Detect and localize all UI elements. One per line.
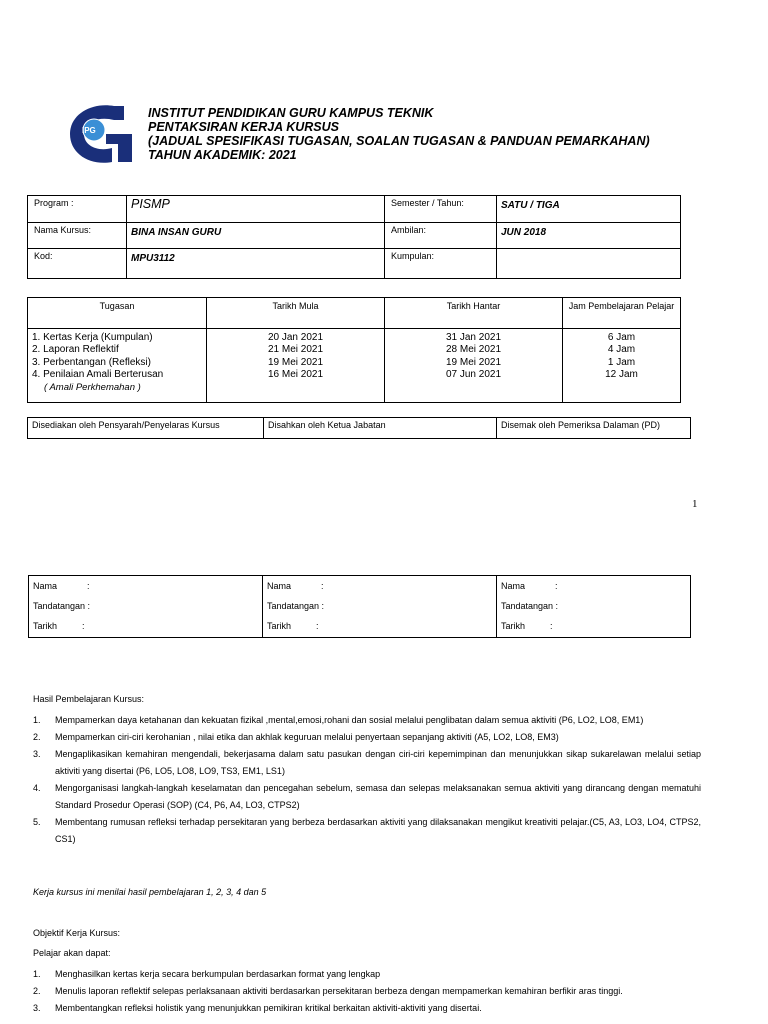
task-item: 3. Perbentangan (Refleksi) <box>32 356 151 368</box>
outcome-item: 5. Membentang rumusan refleksi terhadap persekitaran yang berbeza berdasarkan aktiviti yang dilaksanakan mengikut kreativiti pelajar.(C5, A3, LO3, LO4, CTPS2, CS1) <box>33 817 701 844</box>
semester-label: Semester / Tahun: <box>385 196 497 223</box>
signature-cell-prepared <box>29 576 263 638</box>
intake-label: Ambilan: <box>385 223 497 249</box>
prepared-by-label: Disediakan oleh Pensyarah/Penyelaras Kursus <box>28 418 264 439</box>
signature-table <box>28 575 691 638</box>
assessment-title: PENTAKSIRAN KERJA KURSUS <box>148 120 339 134</box>
signature-field-label: Tandatangan : <box>267 601 325 611</box>
task-schedule-table <box>27 297 681 403</box>
assessment-note: Kerja kursus ini menilai hasil pembelajaran 1, 2, 3, 4 dan 5 <box>33 887 267 897</box>
approval-table <box>27 417 691 439</box>
col-header-hours: Jam Pembelajaran Pelajar <box>563 298 681 329</box>
group-value <box>497 249 681 279</box>
learning-hours: 6 Jam <box>607 332 636 343</box>
course-label: Nama Kursus: <box>28 223 127 249</box>
program-value: PISMP <box>127 196 385 223</box>
learning-hours: 12 Jam <box>605 369 638 381</box>
institution-title: INSTITUT PENDIDIKAN GURU KAMPUS TEKNIK <box>148 106 434 120</box>
due-date-cell <box>385 329 563 403</box>
signature-cell-approved <box>263 576 497 638</box>
name-field-label: Nama : <box>501 581 558 591</box>
outcome-item: 4. Mengorganisasi langkah-langkah keselamatan dan pencegahan sebelum, semasa dan selepas melaksanakan semua aktiviti yang dirancang dengan mematuhi Standard Prosedur Operasi (SOP) (C4, P6, A4, LO3, CTPS2) <box>33 783 701 810</box>
learning-hours: 1 Jam <box>607 356 636 368</box>
task-item-subtitle: ( Amali Perkhemahan ) <box>44 381 141 393</box>
col-header-task: Tugasan <box>28 298 207 329</box>
ipg-logo <box>62 100 144 168</box>
signature-cell-checked <box>497 576 691 638</box>
task-item: 2. Laporan Reflektif <box>32 344 119 356</box>
course-value: BINA INSAN GURU <box>127 223 385 249</box>
start-date: 21 Mei 2021 <box>267 344 324 356</box>
date-field-label: Tarikh : <box>267 621 319 631</box>
date-field-label: Tarikh : <box>33 621 85 631</box>
start-date: 16 Mei 2021 <box>267 369 324 381</box>
signature-field-label: Tandatangan : <box>33 601 91 611</box>
col-header-start: Tarikh Mula <box>207 298 385 329</box>
objective-item: 2. Menulis laporan reflektif selepas perlaksanaan aktiviti berdasarkan persekitaran berbeza dengan mempamerkan kemahiran berfikir aras tinggi. <box>33 986 623 996</box>
outcome-item: 1. Mempamerkan daya ketahanan dan kekuatan fizikal ,mental,emosi,rohani dan sosial melalui penglibatan dalam semua aktiviti (P6, LO2, LO8, EM1) <box>33 715 644 725</box>
due-date: 31 Jan 2021 <box>445 332 502 343</box>
outcome-item: 2. Mempamerkan ciri-ciri kerohanian , nilai etika dan akhlak keguruan melalui penyertaan sepanjang aktiviti (A5, LO2, LO8, EM3) <box>33 732 559 742</box>
start-date-cell <box>207 329 385 403</box>
checked-by-label: Disemak oleh Pemeriksa Dalaman (PD) <box>497 418 691 439</box>
outcome-item: 3. Mengaplikasikan kemahiran mengendali, bekerjasama dalam satu pasukan dengan ciri-ciri kepemimpinan dan menunjukkan sikap sukarelawan melalui setiap aktiviti yang disertai (P6, LO5, LO8, LO9, TS3, EM1, LS1) <box>33 749 701 776</box>
semester-value: SATU / TIGA <box>497 196 681 223</box>
name-field-label: Nama : <box>267 581 324 591</box>
code-value: MPU3112 <box>127 249 385 279</box>
document-header <box>148 106 650 162</box>
program-label: Program : <box>28 196 127 223</box>
approved-by-label: Disahkan oleh Ketua Jabatan <box>264 418 497 439</box>
hours-cell <box>563 329 681 403</box>
course-info-table <box>27 195 681 279</box>
intake-value: JUN 2018 <box>497 223 681 249</box>
due-date: 07 Jun 2021 <box>445 369 502 381</box>
objectives-heading: Objektif Kerja Kursus: <box>33 928 121 938</box>
svg-text:IPG: IPG <box>82 126 96 135</box>
code-label: Kod: <box>28 249 127 279</box>
academic-year: TAHUN AKADEMIK: 2021 <box>148 148 297 162</box>
task-item: 4. Penilaian Amali Berterusan <box>32 369 164 381</box>
outcomes-heading: Hasil Pembelajaran Kursus: <box>33 694 145 704</box>
objectives-intro: Pelajar akan dapat: <box>33 948 111 958</box>
due-date: 19 Mei 2021 <box>445 356 502 368</box>
document-subtitle: (JADUAL SPESIFIKASI TUGASAN, SOALAN TUGASAN & PANDUAN PEMARKAHAN) <box>148 134 650 148</box>
objective-item: 1. Menghasilkan kertas kerja secara berkumpulan berdasarkan format yang lengkap <box>33 969 381 979</box>
col-header-due: Tarikh Hantar <box>385 298 563 329</box>
task-list-cell <box>28 329 207 403</box>
outcomes-list <box>33 712 701 848</box>
date-field-label: Tarikh : <box>501 621 553 631</box>
start-date: 20 Jan 2021 <box>267 332 324 343</box>
group-label: Kumpulan: <box>385 249 497 279</box>
due-date: 28 Mei 2021 <box>445 344 502 356</box>
task-item: 1. Kertas Kerja (Kumpulan) <box>32 332 153 343</box>
name-field-label: Nama : <box>33 581 90 591</box>
objectives-list <box>33 966 701 1017</box>
page-number: 1 <box>692 498 698 510</box>
signature-field-label: Tandatangan : <box>501 601 559 611</box>
learning-hours: 4 Jam <box>607 344 636 356</box>
start-date: 19 Mei 2021 <box>267 356 324 368</box>
objective-item: 3. Membentangkan refleksi holistik yang menunjukkan pemikiran kritikal berkaitan aktiviti-aktiviti yang disertai. <box>33 1003 482 1013</box>
